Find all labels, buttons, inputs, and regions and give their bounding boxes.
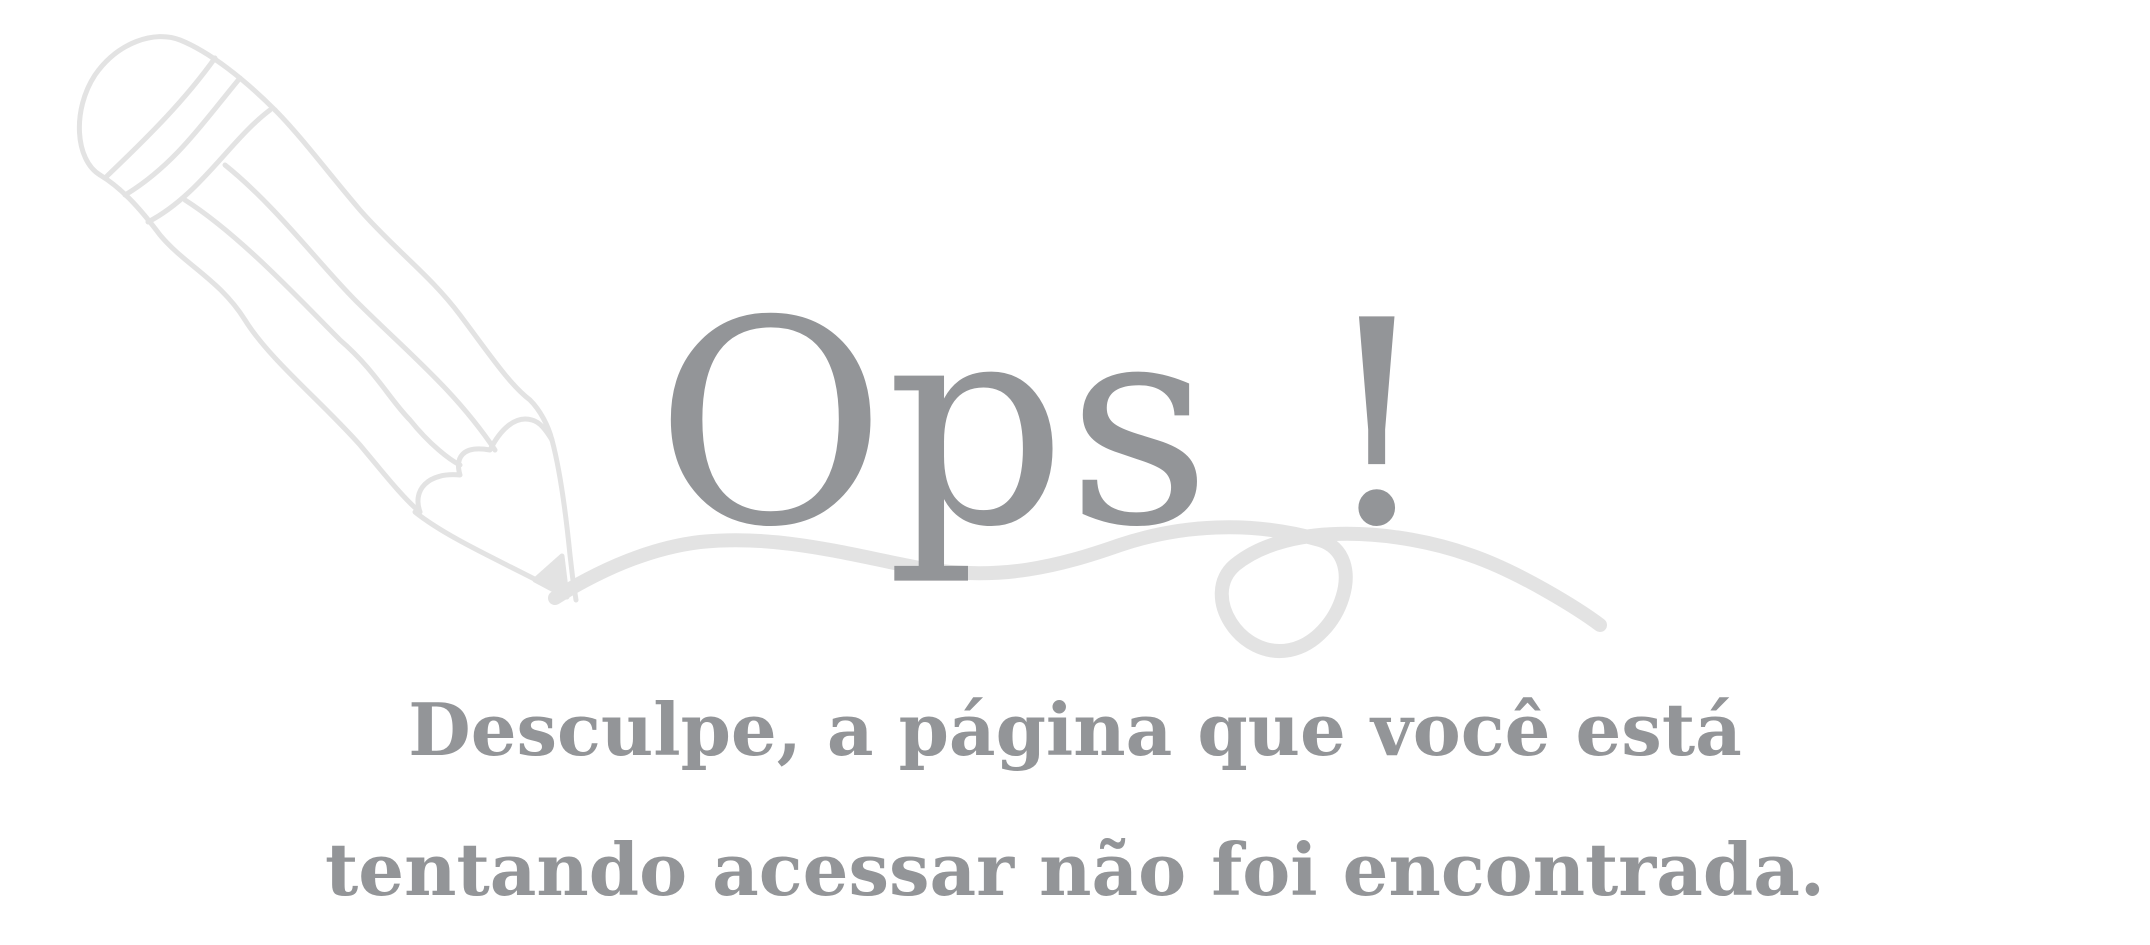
- page-title-text: Ops: [655, 260, 1212, 589]
- error-message-line-2: tentando acessar não foi encontrada.: [325, 827, 1825, 912]
- exclamation-mark: !: [1320, 260, 1434, 589]
- error-message: [0, 660, 2150, 940]
- error-message-line-1: Desculpe, a página que você está: [408, 687, 1742, 772]
